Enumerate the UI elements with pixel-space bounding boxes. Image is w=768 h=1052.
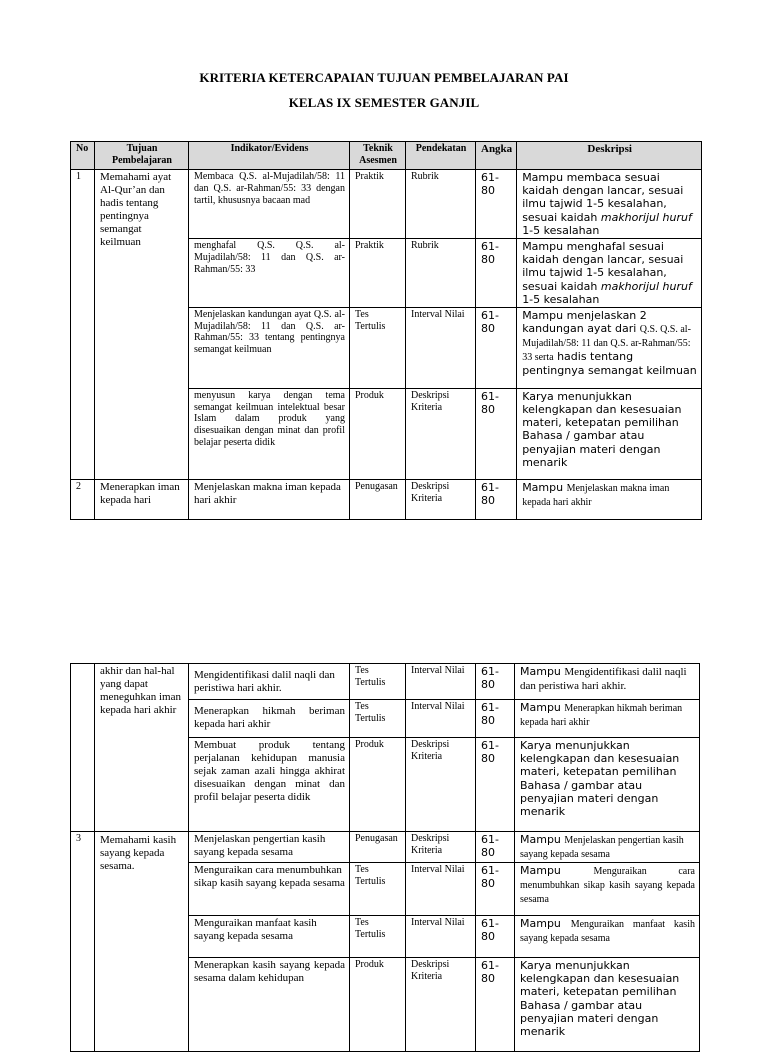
assessment-technique: Tes Tertulis — [350, 916, 406, 958]
description — [515, 700, 700, 738]
approach: Interval Nilai — [406, 664, 476, 700]
assessment-technique: Tes Tertulis — [350, 863, 406, 916]
description-text: Mampu — [520, 665, 565, 678]
document-title: KRITERIA KETERCAPAIAN TUJUAN PEMBELAJARAN PAI — [199, 70, 569, 85]
score-range: 61-80 — [476, 307, 517, 388]
score-range: 61-80 — [476, 863, 515, 916]
description-small-text: Q.S. Q.S. al-Mujadilah/58: 11 dan Q.S. ar-Rahman/55: 33 serta — [522, 324, 691, 364]
description-text: Mampu — [520, 701, 565, 714]
assessment-technique: Produk — [350, 738, 406, 832]
header-tujuan: Tujuan Pembelajaran — [95, 142, 189, 170]
indicator: Menjelaskan pengertian kasih sayang kepada sesama — [189, 832, 350, 863]
assessment-technique: Tes Tertulis — [350, 664, 406, 700]
description-text: Mampu — [520, 864, 594, 877]
table-row — [71, 479, 702, 519]
description — [517, 307, 702, 388]
row-number: 3 — [71, 832, 95, 1052]
approach: Interval Nilai — [406, 307, 476, 388]
description-text-end: 1-5 kesalahan — [522, 292, 600, 306]
header-no: No — [71, 142, 95, 170]
indicator: Membaca Q.S. al-Mujadilah/58: 11 dan Q.S. ar-Rahman/55: 33 dengan tartil, khususnya bacaan mad — [189, 170, 350, 239]
indicator: Mengidentifikasi dalil naqli dan peristiwa hari akhir. — [189, 664, 350, 700]
approach: Interval Nilai — [406, 916, 476, 958]
description-small-text: Menjelaskan makna iman kepada hari akhir — [522, 482, 670, 508]
assessment-technique: Tes Tertulis — [350, 700, 406, 738]
description-italic: makhorijul huruf — [600, 210, 692, 224]
score-range: 61-80 — [476, 664, 515, 700]
description-text-end: hadis tentang pentingnya semangat keilmuan — [522, 350, 697, 378]
header-angka: Angka — [476, 142, 517, 170]
description — [517, 238, 702, 307]
score-range: 61-80 — [476, 832, 515, 863]
indicator: Membuat produk tentang perjalanan kehidupan manusia sejak zaman azali hingga akhirat disesuaikan dengan minat dan profil belajar peserta didik — [189, 738, 350, 832]
indicator: Menguraikan cara menumbuhkan sikap kasih sayang kepada sesama — [189, 863, 350, 916]
score-range: 61-80 — [476, 700, 515, 738]
description-small-text: Menguraikan manfaat kasih sayang kepada sesama — [520, 919, 695, 944]
row-number — [71, 664, 95, 832]
approach: Deskripsi Kriteria — [406, 958, 476, 1052]
approach: Deskripsi Kriteria — [406, 832, 476, 863]
description: Karya menunjukkan kelengkapan dan kesesuaian materi, ketepatan pemilihan Bahasa / gambar atau penyajian materi dengan menarik — [515, 958, 700, 1052]
header-deskripsi: Deskripsi — [517, 142, 702, 170]
description — [517, 170, 702, 239]
table-row — [71, 832, 700, 863]
approach: Interval Nilai — [406, 700, 476, 738]
learning-goal: Menerapkan iman kepada hari — [95, 479, 189, 519]
indicator: Menerapkan kasih sayang kepada sesama dalam kehidupan — [189, 958, 350, 1052]
score-range: 61-80 — [476, 388, 517, 479]
score-range: 61-80 — [476, 738, 515, 832]
header-pendekatan: Pendekatan — [406, 142, 476, 170]
document-subtitle: KELAS IX SEMESTER GANJIL — [288, 95, 480, 110]
description-small-text: Menjelaskan pengertian kasih sayang kepada sesama — [520, 835, 684, 860]
description-small-text: Mengidentifikasi dalil naqli dan peristiwa hari akhir. — [520, 666, 687, 693]
indicator: menghafal Q.S. Q.S. al-Mujadilah/58: 11 dan Q.S. ar-Rahman/55: 33 — [189, 238, 350, 307]
indicator: Menerapkan hikmah beriman kepada hari akhir — [189, 700, 350, 738]
description-text: Mampu — [520, 833, 565, 846]
description — [515, 664, 700, 700]
description-text-end: 1-5 kesalahan — [522, 223, 600, 237]
approach: Deskripsi Kriteria — [406, 479, 476, 519]
assessment-technique: Produk — [350, 388, 406, 479]
score-range: 61-80 — [476, 916, 515, 958]
assessment-technique: Penugasan — [350, 832, 406, 863]
description-small-text: Menguraikan cara menumbuhkan sikap kasih sayang kepada sesama — [520, 866, 695, 905]
description-text: Mampu — [522, 480, 567, 494]
approach: Rubrik — [406, 238, 476, 307]
assessment-technique: Tes Tertulis — [350, 307, 406, 388]
description — [515, 863, 700, 916]
approach: Interval Nilai — [406, 863, 476, 916]
indicator: Menjelaskan makna iman kepada hari akhir — [189, 479, 350, 519]
indicator: Menjelaskan kandungan ayat Q.S. al-Mujadilah/58: 11 dan Q.S. ar-Rahman/55: 33 tentang pentingnya semangat keilmuan — [189, 307, 350, 388]
description — [515, 916, 700, 958]
description — [515, 832, 700, 863]
description-text: Mampu membaca sesuai kaidah dengan lancar, sesuai ilmu tajwid 1-5 kesalahan, sesuai kaidah — [522, 171, 684, 224]
row-number: 2 — [71, 479, 95, 519]
assessment-technique: Praktik — [350, 170, 406, 239]
score-range: 61-80 — [476, 170, 517, 239]
indicator: Menguraikan manfaat kasih sayang kepada sesama — [189, 916, 350, 958]
header-indikator: Indikator/Evidens — [189, 142, 350, 170]
criteria-table-page2 — [70, 663, 700, 1052]
header-teknik: Teknik Asesmen — [350, 142, 406, 170]
description-text: Mampu menghafal sesuai kaidah dengan lancar, sesuai ilmu tajwid 1-5 kesalahan, sesuai kaidah — [522, 239, 684, 293]
score-range: 61-80 — [476, 479, 517, 519]
description-small-text: Menerapkan hikmah beriman kepada hari akhir — [520, 703, 683, 728]
learning-goal: Memahami ayat Al-Qur’an dan hadis tentang pentingnya semangat keilmuan — [95, 170, 189, 480]
score-range: 61-80 — [476, 238, 517, 307]
description — [517, 479, 702, 519]
learning-goal: Memahami kasih sayang kepada sesama. — [95, 832, 189, 1052]
approach: Deskripsi Kriteria — [406, 738, 476, 832]
table-row — [71, 170, 702, 239]
assessment-technique: Penugasan — [350, 479, 406, 519]
score-range: 61-80 — [476, 958, 515, 1052]
criteria-table-page1 — [70, 141, 702, 520]
description-italic: makhorijul huruf — [600, 279, 692, 293]
description: Karya menunjukkan kelengkapan dan kesesuaian materi, ketepatan pemilihan Bahasa / gambar atau penyajian materi dengan menarik — [515, 738, 700, 832]
description-text: Mampu menjelaskan 2 kandungan ayat dari — [522, 308, 647, 336]
description-text: Mampu — [520, 917, 571, 930]
row-number: 1 — [71, 170, 95, 480]
description: Karya menunjukkan kelengkapan dan kesesuaian materi, ketepatan pemilihan Bahasa / gambar atau penyajian materi dengan menarik — [517, 388, 702, 479]
assessment-technique: Produk — [350, 958, 406, 1052]
learning-goal: akhir dan hal-hal yang dapat meneguhkan iman kepada hari akhir — [95, 664, 189, 832]
table-row — [71, 664, 700, 700]
approach: Deskripsi Kriteria — [406, 388, 476, 479]
header-row — [71, 142, 702, 170]
indicator: menyusun karya dengan tema semangat keilmuan intelektual besar Islam dalam produk yang disesuaikan dengan minat dan profil belajar peserta didik — [189, 388, 350, 479]
assessment-technique: Praktik — [350, 238, 406, 307]
approach: Rubrik — [406, 170, 476, 239]
